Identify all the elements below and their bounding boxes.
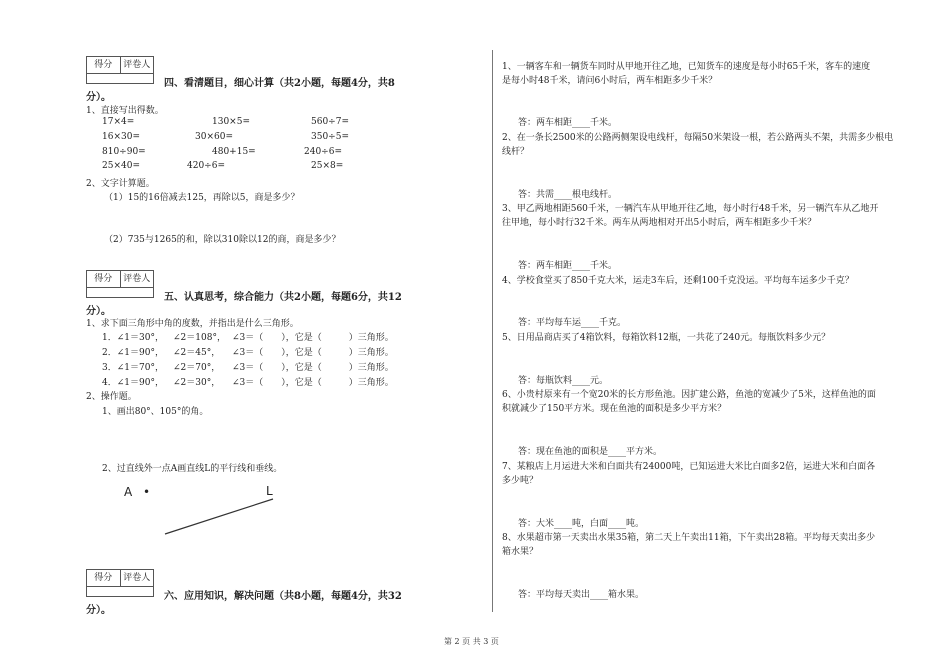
- problem-3-line: 往甲地，每小时行32千米。两车从两地相对开出5小时后，两车相距多少千米？: [502, 218, 817, 228]
- problem-8-line: 箱水果？: [502, 547, 539, 557]
- grader-label: 评卷人: [123, 573, 151, 583]
- angle-part: ∠3＝（ ），它是（ ）三角形。: [232, 348, 394, 358]
- calc-item: 560÷7=: [311, 117, 349, 127]
- problem-1-answer: 答：两车相距____千米。: [518, 118, 618, 128]
- line-l-label: L: [266, 484, 273, 498]
- problem-1-line: 是每小时48千米，请问6小时后，两车相距多少千米？: [502, 76, 718, 86]
- angle-part: 4．∠1＝90°，: [102, 378, 164, 388]
- calc-item: 420÷6=: [187, 161, 225, 171]
- s5-q1-label: 1、求下面三角形中角的度数，并指出是什么三角形。: [86, 319, 299, 329]
- grader-label: 评卷人: [123, 274, 151, 284]
- point-a-label: A: [124, 485, 133, 499]
- calc-item: 810÷90=: [102, 147, 146, 157]
- angle-part: 3．∠1＝70°，: [102, 363, 164, 373]
- calc-item: 17×4=: [102, 117, 135, 127]
- problem-5-line: 5、日用品商店买了4箱饮料，每箱饮料12瓶，一共花了240元。每瓶饮料多少元？: [502, 333, 831, 343]
- problem-2-line: 2、在一条长2500米的公路两侧架设电线杆，每隔50米架设一根，若公路两头不架，共需多少根电: [502, 133, 894, 143]
- problem-4-answer: 答：平均每车运____千克。: [518, 318, 627, 328]
- problem-2-answer: 答：共需____根电线杆。: [518, 190, 618, 200]
- problem-3-answer: 答：两车相距____千米。: [518, 261, 618, 271]
- problem-5-answer: 答：每瓶饮料____元。: [518, 376, 609, 386]
- angle-part: ∠3＝（ ），它是（ ）三角形。: [232, 333, 394, 343]
- column-divider: [492, 50, 493, 612]
- section4-title-cont: 分）。: [86, 92, 111, 103]
- problem-7-line: 7、某粮店上月运进大米和白面共有24000吨，已知运进大米比白面多2倍，运进大米和白面各: [502, 462, 876, 472]
- problem-6-line: 积就减少了150平方米。现在鱼池的面积是多少平方米？: [502, 404, 727, 414]
- calc-item: 350÷5=: [311, 132, 349, 142]
- s4-q1-label: 1、直接写出得数。: [86, 106, 164, 116]
- angle-part: ∠3＝（ ），它是（ ）三角形。: [232, 378, 394, 388]
- score-label: 得分: [87, 271, 121, 287]
- grader-label: 评卷人: [123, 60, 151, 70]
- score-box-section6: [86, 569, 154, 587]
- problem-6-answer: 答：现在鱼池的面积是____平方米。: [518, 447, 663, 457]
- problem-7-line: 多少吨？: [502, 476, 539, 486]
- problem-4-line: 4、学校食堂买了850千克大米，运走3车后，还剩100千克没运。平均每车运多少千克？: [502, 276, 854, 286]
- point-a-dot: •: [143, 485, 151, 499]
- angle-part: 1．∠1＝30°，: [102, 333, 164, 343]
- section4-title: 四、看清题目，细心计算（共2小题，每题4分，共8: [164, 78, 395, 89]
- s5-q2-label: 2、操作题。: [86, 392, 137, 402]
- problem-8-line: 8、水果超市第一天卖出水果35箱，第二天上午卖出11箱，下午卖出28箱。平均每天卖出多少: [502, 533, 876, 543]
- angle-part: ∠2＝45°，: [173, 348, 221, 358]
- problem-2-line: 线杆？: [502, 147, 530, 157]
- problem-7-answer: 答：大米____吨，白面____吨。: [518, 519, 645, 529]
- calc-item: 240÷6=: [304, 147, 342, 157]
- calc-item: 16×30=: [102, 132, 140, 142]
- angle-part: ∠3＝（ ），它是（ ）三角形。: [232, 363, 394, 373]
- section6-title-cont: 分）。: [86, 605, 111, 616]
- score-box-blank: [86, 586, 154, 597]
- problem-8-answer: 答：平均每天卖出____箱水果。: [518, 590, 645, 600]
- calc-item: 25×8=: [311, 161, 344, 171]
- s4-q2-2: （2）735与1265的和，除以310除以12的商，商是多少？: [104, 235, 341, 245]
- calc-item: 25×40=: [102, 161, 140, 171]
- calc-item: 480+15=: [212, 147, 256, 157]
- section6-title: 六、应用知识，解决问题（共8小题，每题4分，共32: [164, 591, 402, 602]
- s5-q2-1: 1、画出80°、105°的角。: [102, 407, 209, 417]
- score-label: 得分: [87, 570, 121, 586]
- problem-6-line: 6、小贵村原来有一个宽20米的长方形鱼池。因扩建公路，鱼池的宽减少了5米，这样鱼池的面: [502, 390, 876, 400]
- section5-title-cont: 分）。: [86, 306, 111, 317]
- calc-item: 30×60=: [195, 132, 233, 142]
- calc-item: 130×5=: [212, 117, 250, 127]
- s5-q2-2: 2、过直线外一点A画直线L的平行线和垂线。: [102, 464, 283, 474]
- angle-part: ∠2＝30°，: [173, 378, 221, 388]
- angle-part: 2．∠1＝90°，: [102, 348, 164, 358]
- s4-q2-label: 2、文字计算题。: [86, 179, 155, 189]
- score-label: 得分: [87, 57, 121, 73]
- problem-3-line: 3、甲乙两地相距560千米，一辆汽车从甲地开往乙地，每小时行48千米，另一辆汽车从乙地开: [502, 204, 879, 214]
- section5-title: 五、认真思考，综合能力（共2小题，每题6分，共12: [164, 292, 402, 303]
- angle-part: ∠2＝108°，: [173, 333, 226, 343]
- angle-part: ∠2＝70°，: [173, 363, 221, 373]
- s4-q2-1: （1）15的16倍减去125，再除以5，商是多少？: [104, 193, 300, 203]
- page-number: 第 2 页 共 3 页: [444, 637, 499, 646]
- problem-1-line: 1、一辆客车和一辆货车同时从甲地开往乙地，已知货车的速度是每小时65千米，客车的速度: [502, 62, 871, 72]
